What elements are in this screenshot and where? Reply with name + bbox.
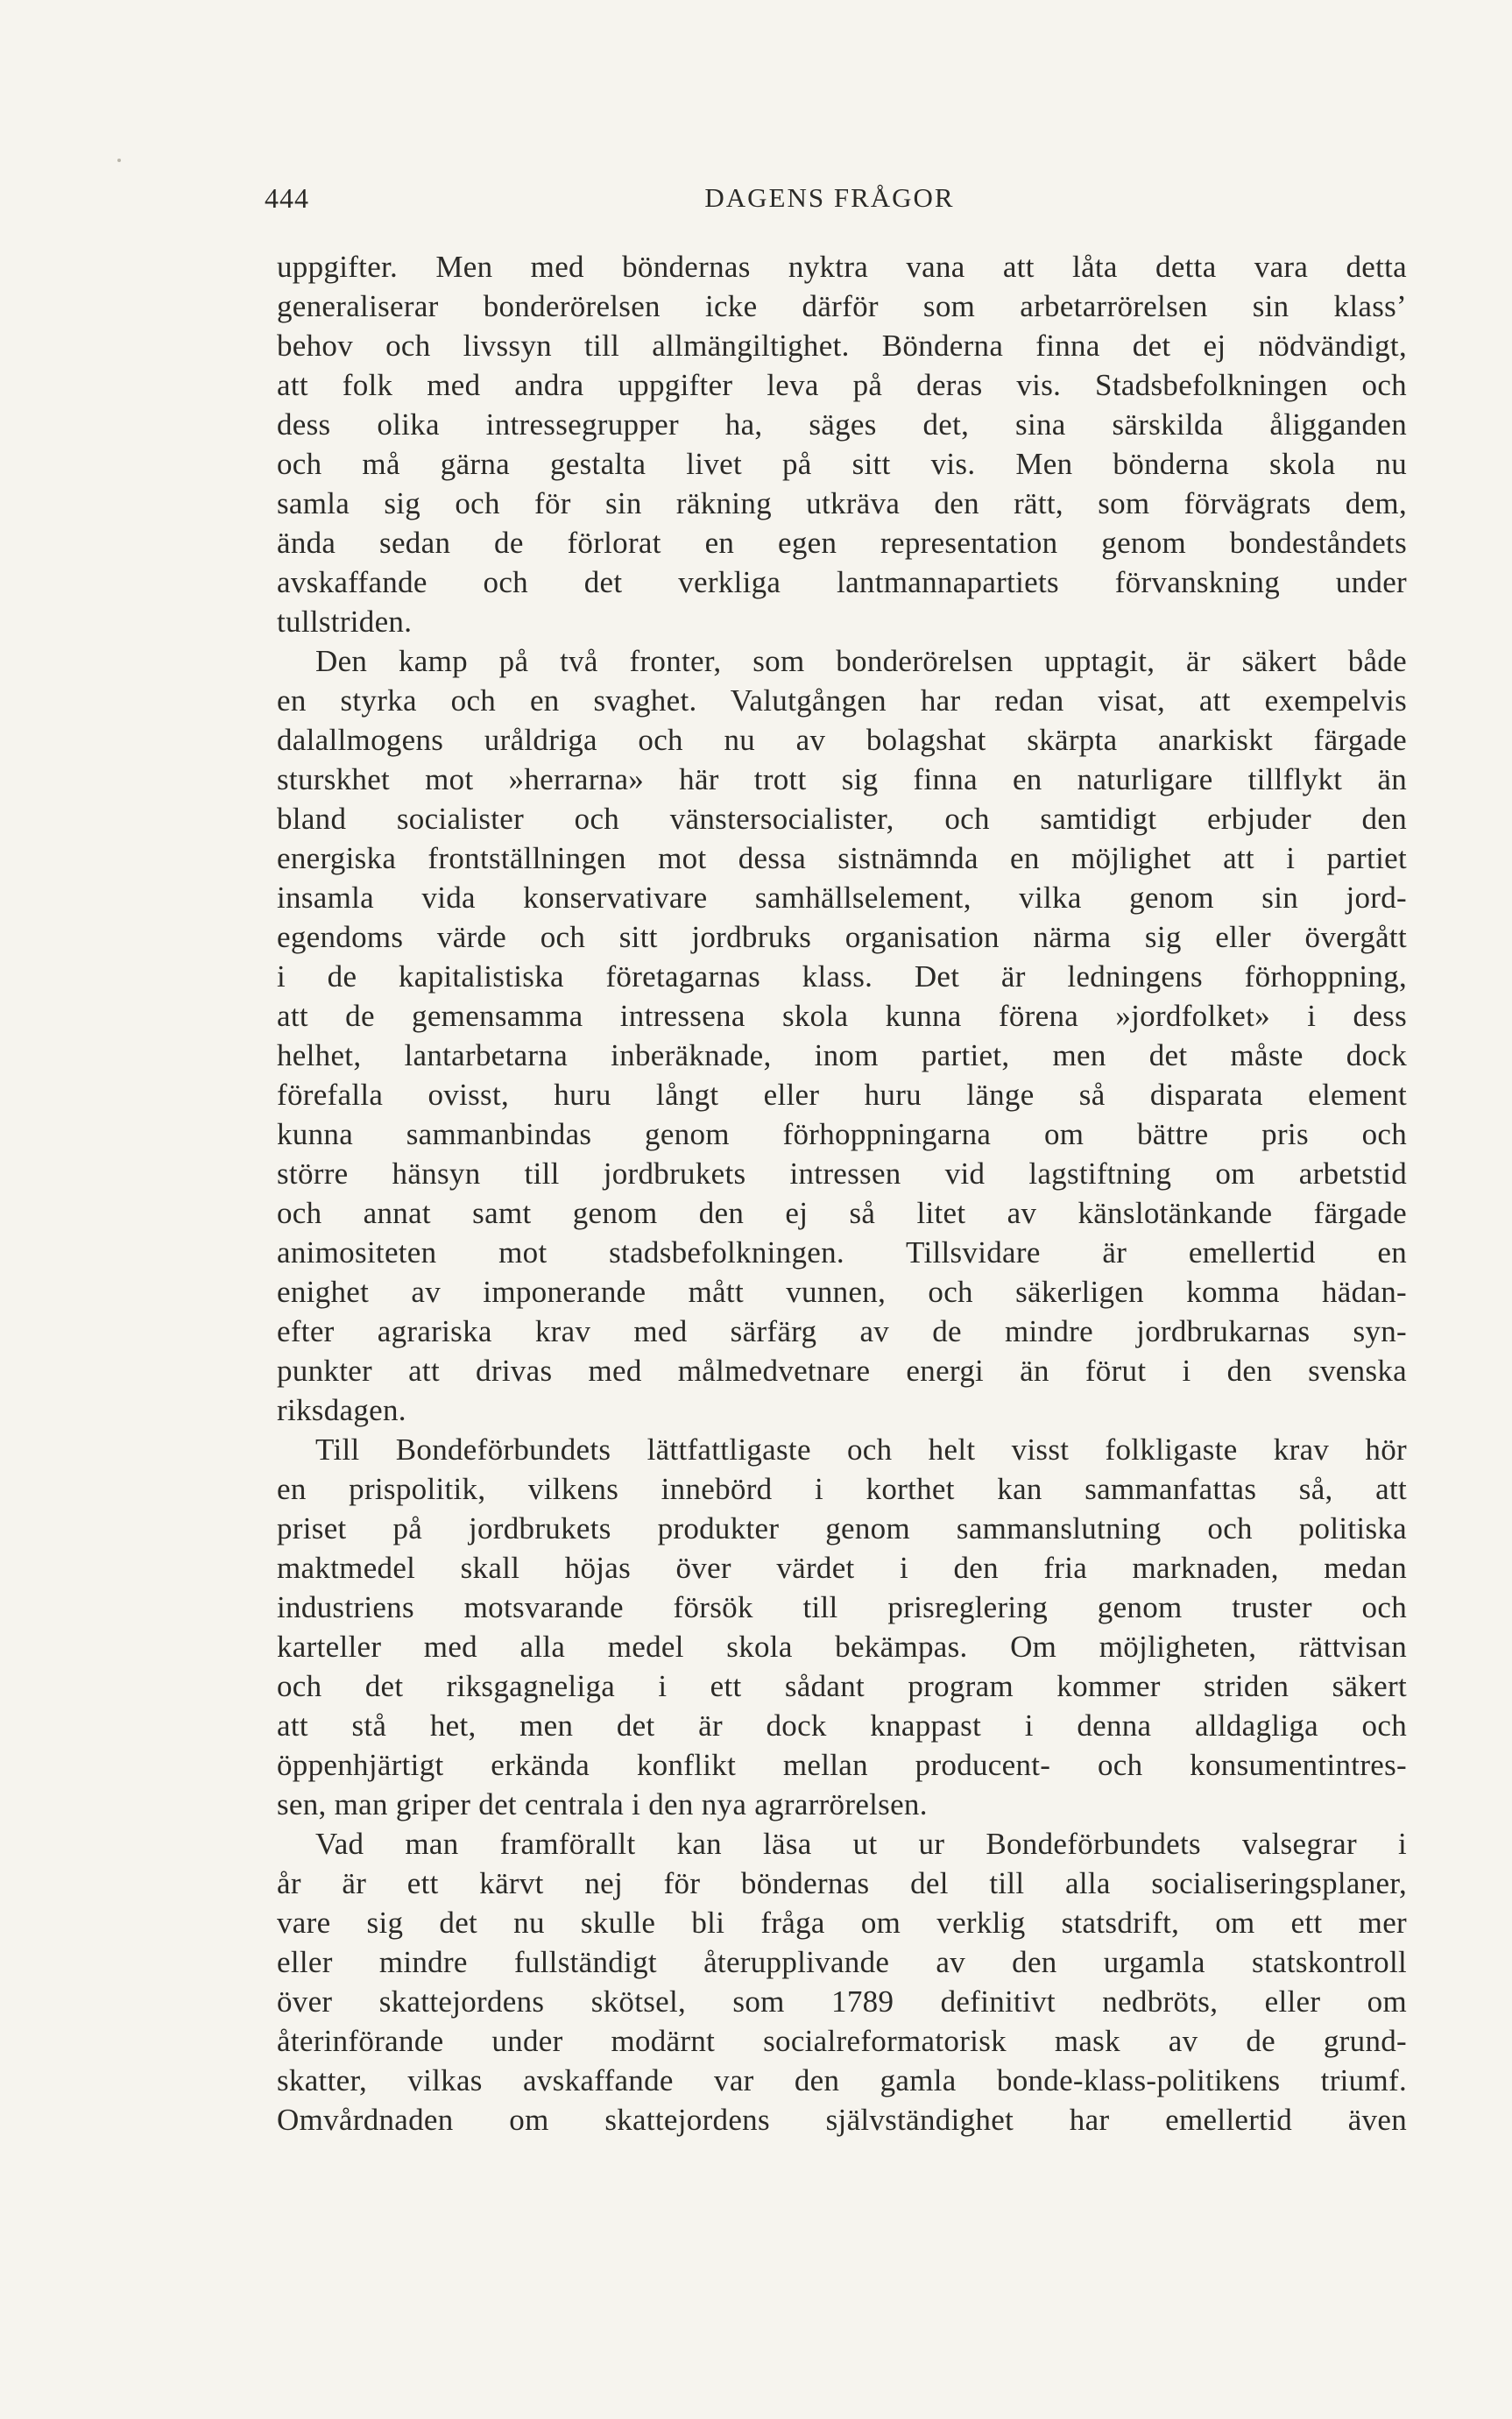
text-line: egendoms värde och sitt jordbruks organisation närma sig eller övergått bbox=[277, 920, 1407, 954]
text-line: helhet, lantarbetarna inberäknade, inom partiet, men det måste dock bbox=[277, 1038, 1407, 1072]
text-line: i de kapitalistiska företagarnas klass. Det är ledningens förhoppning, bbox=[277, 959, 1407, 994]
text-line: och det riksgagneliga i ett sådant program kommer striden säkert bbox=[277, 1669, 1407, 1703]
text-line: kunna sammanbindas genom förhoppningarna om bättre pris och bbox=[277, 1117, 1407, 1151]
text-line: en styrka och en svaghet. Valutgången har redan visat, att exempelvis bbox=[277, 683, 1407, 718]
text-line: Den kamp på två fronter, som bonderörelsen upptagit, är säkert både bbox=[315, 644, 1407, 678]
text-line: och må gärna gestalta livet på sitt vis. Men bönderna skola nu bbox=[277, 447, 1407, 481]
text-line: öppenhjärtigt erkända konflikt mellan producent- och konsumentintres- bbox=[277, 1748, 1407, 1782]
text-line: att de gemensamma intressena skola kunna förena »jordfolket» i dess bbox=[277, 999, 1407, 1033]
body-text bbox=[277, 247, 1407, 2140]
text-line: förefalla ovisst, huru långt eller huru länge så disparata element bbox=[277, 1078, 1407, 1112]
page-number: 444 bbox=[265, 182, 309, 214]
text-line: Vad man framförallt kan läsa ut ur Bondeförbundets valsegrar i bbox=[315, 1827, 1407, 1861]
running-title: DAGENS FRÅGOR bbox=[704, 182, 955, 213]
text-line: samla sig och för sin räkning utkräva den rätt, som förvägrats dem, bbox=[277, 486, 1407, 520]
text-line: priset på jordbrukets produkter genom sammanslutning och politiska bbox=[277, 1511, 1407, 1545]
text-line: dess olika intressegrupper ha, säges det, sina särskilda åligganden bbox=[277, 407, 1407, 442]
text-line: vare sig det nu skulle bli fråga om verklig statsdrift, om ett mer bbox=[277, 1906, 1407, 1940]
text-line: större hänsyn till jordbrukets intressen vid lagstiftning om arbetstid bbox=[277, 1156, 1407, 1191]
text-line: industriens motsvarande försök till prisreglering genom truster och bbox=[277, 1590, 1407, 1624]
text-line: avskaffande och det verkliga lantmannapartiets förvanskning under bbox=[277, 565, 1407, 599]
text-line: maktmedel skall höjas över värdet i den fria marknaden, medan bbox=[277, 1551, 1407, 1585]
text-line: karteller med alla medel skola bekämpas. Om möjligheten, rättvisan bbox=[277, 1630, 1407, 1664]
text-line: behov och livssyn till allmängiltighet. Bönderna finna det ej nödvändigt, bbox=[277, 329, 1407, 363]
text-line: Till Bondeförbundets lättfattligaste och helt visst folkligaste krav hör bbox=[315, 1432, 1407, 1467]
text-line: sen, man griper det centrala i den nya agrarrörelsen. bbox=[277, 1787, 928, 1821]
text-line: uppgifter. Men med böndernas nyktra vana att låta detta vara detta bbox=[277, 250, 1407, 284]
text-line: och annat samt genom den ej så litet av känslotänkande färgade bbox=[277, 1196, 1407, 1230]
text-line: år är ett kärvt nej för böndernas del till alla socialiseringsplaner, bbox=[277, 1866, 1407, 1900]
text-line: bland socialister och vänstersocialister, och samtidigt erbjuder den bbox=[277, 802, 1407, 836]
text-line: att stå het, men det är dock knappast i denna alldagliga och bbox=[277, 1708, 1407, 1743]
text-line: en prispolitik, vilkens innebörd i korthet kan sammanfattas så, att bbox=[277, 1472, 1407, 1506]
page-header bbox=[265, 182, 1395, 221]
text-line: animositeten mot stadsbefolkningen. Tillsvidare är emellertid en bbox=[277, 1235, 1407, 1270]
text-line: tullstriden. bbox=[277, 605, 413, 639]
text-line: sturskhet mot »herrarna» här trott sig finna en naturligare tillflykt än bbox=[277, 762, 1407, 796]
text-line: dalallmogens uråldriga och nu av bolagshat skärpta anarkiskt färgade bbox=[277, 723, 1407, 757]
text-line: enighet av imponerande mått vunnen, och säkerligen komma hädan- bbox=[277, 1275, 1407, 1309]
text-line: skatter, vilkas avskaffande var den gamla bonde-klass-politikens triumf. bbox=[277, 2063, 1407, 2097]
text-line: riksdagen. bbox=[277, 1393, 406, 1427]
text-line: generaliserar bonderörelsen icke därför som arbetarrörelsen sin klass’ bbox=[277, 289, 1407, 323]
text-line: insamla vida konservativare samhällselement, vilka genom sin jord- bbox=[277, 881, 1407, 915]
text-line: över skattejordens skötsel, som 1789 definitivt nedbröts, eller om bbox=[277, 1984, 1407, 2019]
text-line: ända sedan de förlorat en egen representation genom bondeståndets bbox=[277, 526, 1407, 560]
text-line: energiska frontställningen mot dessa sistnämnda en möjlighet att i partiet bbox=[277, 841, 1407, 875]
text-line: Omvårdnaden om skattejordens självständighet har emellertid även bbox=[277, 2103, 1407, 2137]
text-line: återinförande under modärnt socialreformatorisk mask av de grund- bbox=[277, 2024, 1407, 2058]
text-line: efter agrariska krav med särfärg av de mindre jordbrukarnas syn- bbox=[277, 1314, 1407, 1348]
text-line: att folk med andra uppgifter leva på deras vis. Stadsbefolkningen och bbox=[277, 368, 1407, 402]
text-line: eller mindre fullständigt återupplivande av den urgamla statskontroll bbox=[277, 1945, 1407, 1979]
text-line: punkter att drivas med målmedvetnare energi än förut i den svenska bbox=[277, 1354, 1407, 1388]
paper-speck bbox=[117, 159, 121, 162]
